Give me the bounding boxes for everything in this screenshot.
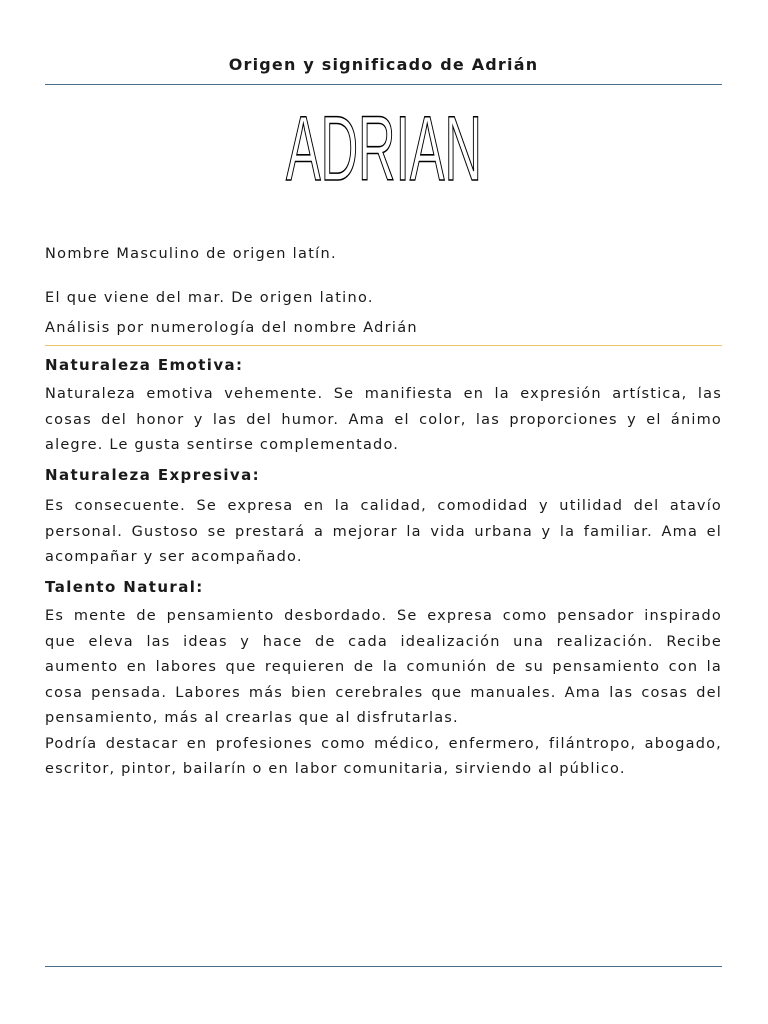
section-heading-expresiva: Naturaleza Expresiva:: [45, 466, 261, 484]
section-divider: [45, 345, 722, 346]
paragraph-professions: Podría destacar en profesiones como médico, enfermero, filántropo, abogado, escritor, pintor, bailarín o en labor comunitaria, sirviendo al público.: [45, 735, 722, 777]
paragraph: Es mente de pensamiento desbordado. Se expresa como pensador inspirado que eleva las ideas y hace de cada idealización una realización. Recibe aumento en labores que requieren de la comunión de su pensamiento con la cosa pensada. Labores más bien cerebrales que manuales. Ama las cosas del pensamiento, más al crearlas que al disfrutarlas.: [45, 608, 722, 726]
footer-divider: [45, 966, 722, 967]
section-text-expresiva: [45, 494, 722, 571]
document-page: [45, 0, 722, 1024]
page-title: Origen y significado de Adrián: [228, 55, 539, 74]
intro-line-meaning: El que viene del mar. De origen latino.: [45, 290, 374, 306]
name-wordart-text: ADRIAN: [285, 98, 482, 200]
section-text-emotiva: [45, 382, 722, 459]
section-heading-emotiva: Naturaleza Emotiva:: [45, 356, 244, 374]
section-text-talento: [45, 604, 722, 783]
paragraph: Naturaleza emotiva vehemente. Se manifiesta en la expresión artística, las cosas del honor y las del humor. Ama el color, las proporciones y el ánimo alegre. Le gusta sentirse complementado.: [45, 386, 722, 453]
name-wordart: [45, 98, 722, 200]
header-divider: [45, 84, 722, 85]
intro-line-gender: Nombre Masculino de origen latín.: [45, 246, 337, 262]
section-heading-talento: Talento Natural:: [45, 578, 204, 596]
intro-line-analysis: Análisis por numerología del nombre Adrián: [45, 320, 418, 336]
paragraph: Es consecuente. Se expresa en la calidad, comodidad y utilidad del atavío personal. Gustoso se prestará a mejorar la vida urbana y la familiar. Ama el acompañar y ser acompañado.: [45, 498, 722, 565]
